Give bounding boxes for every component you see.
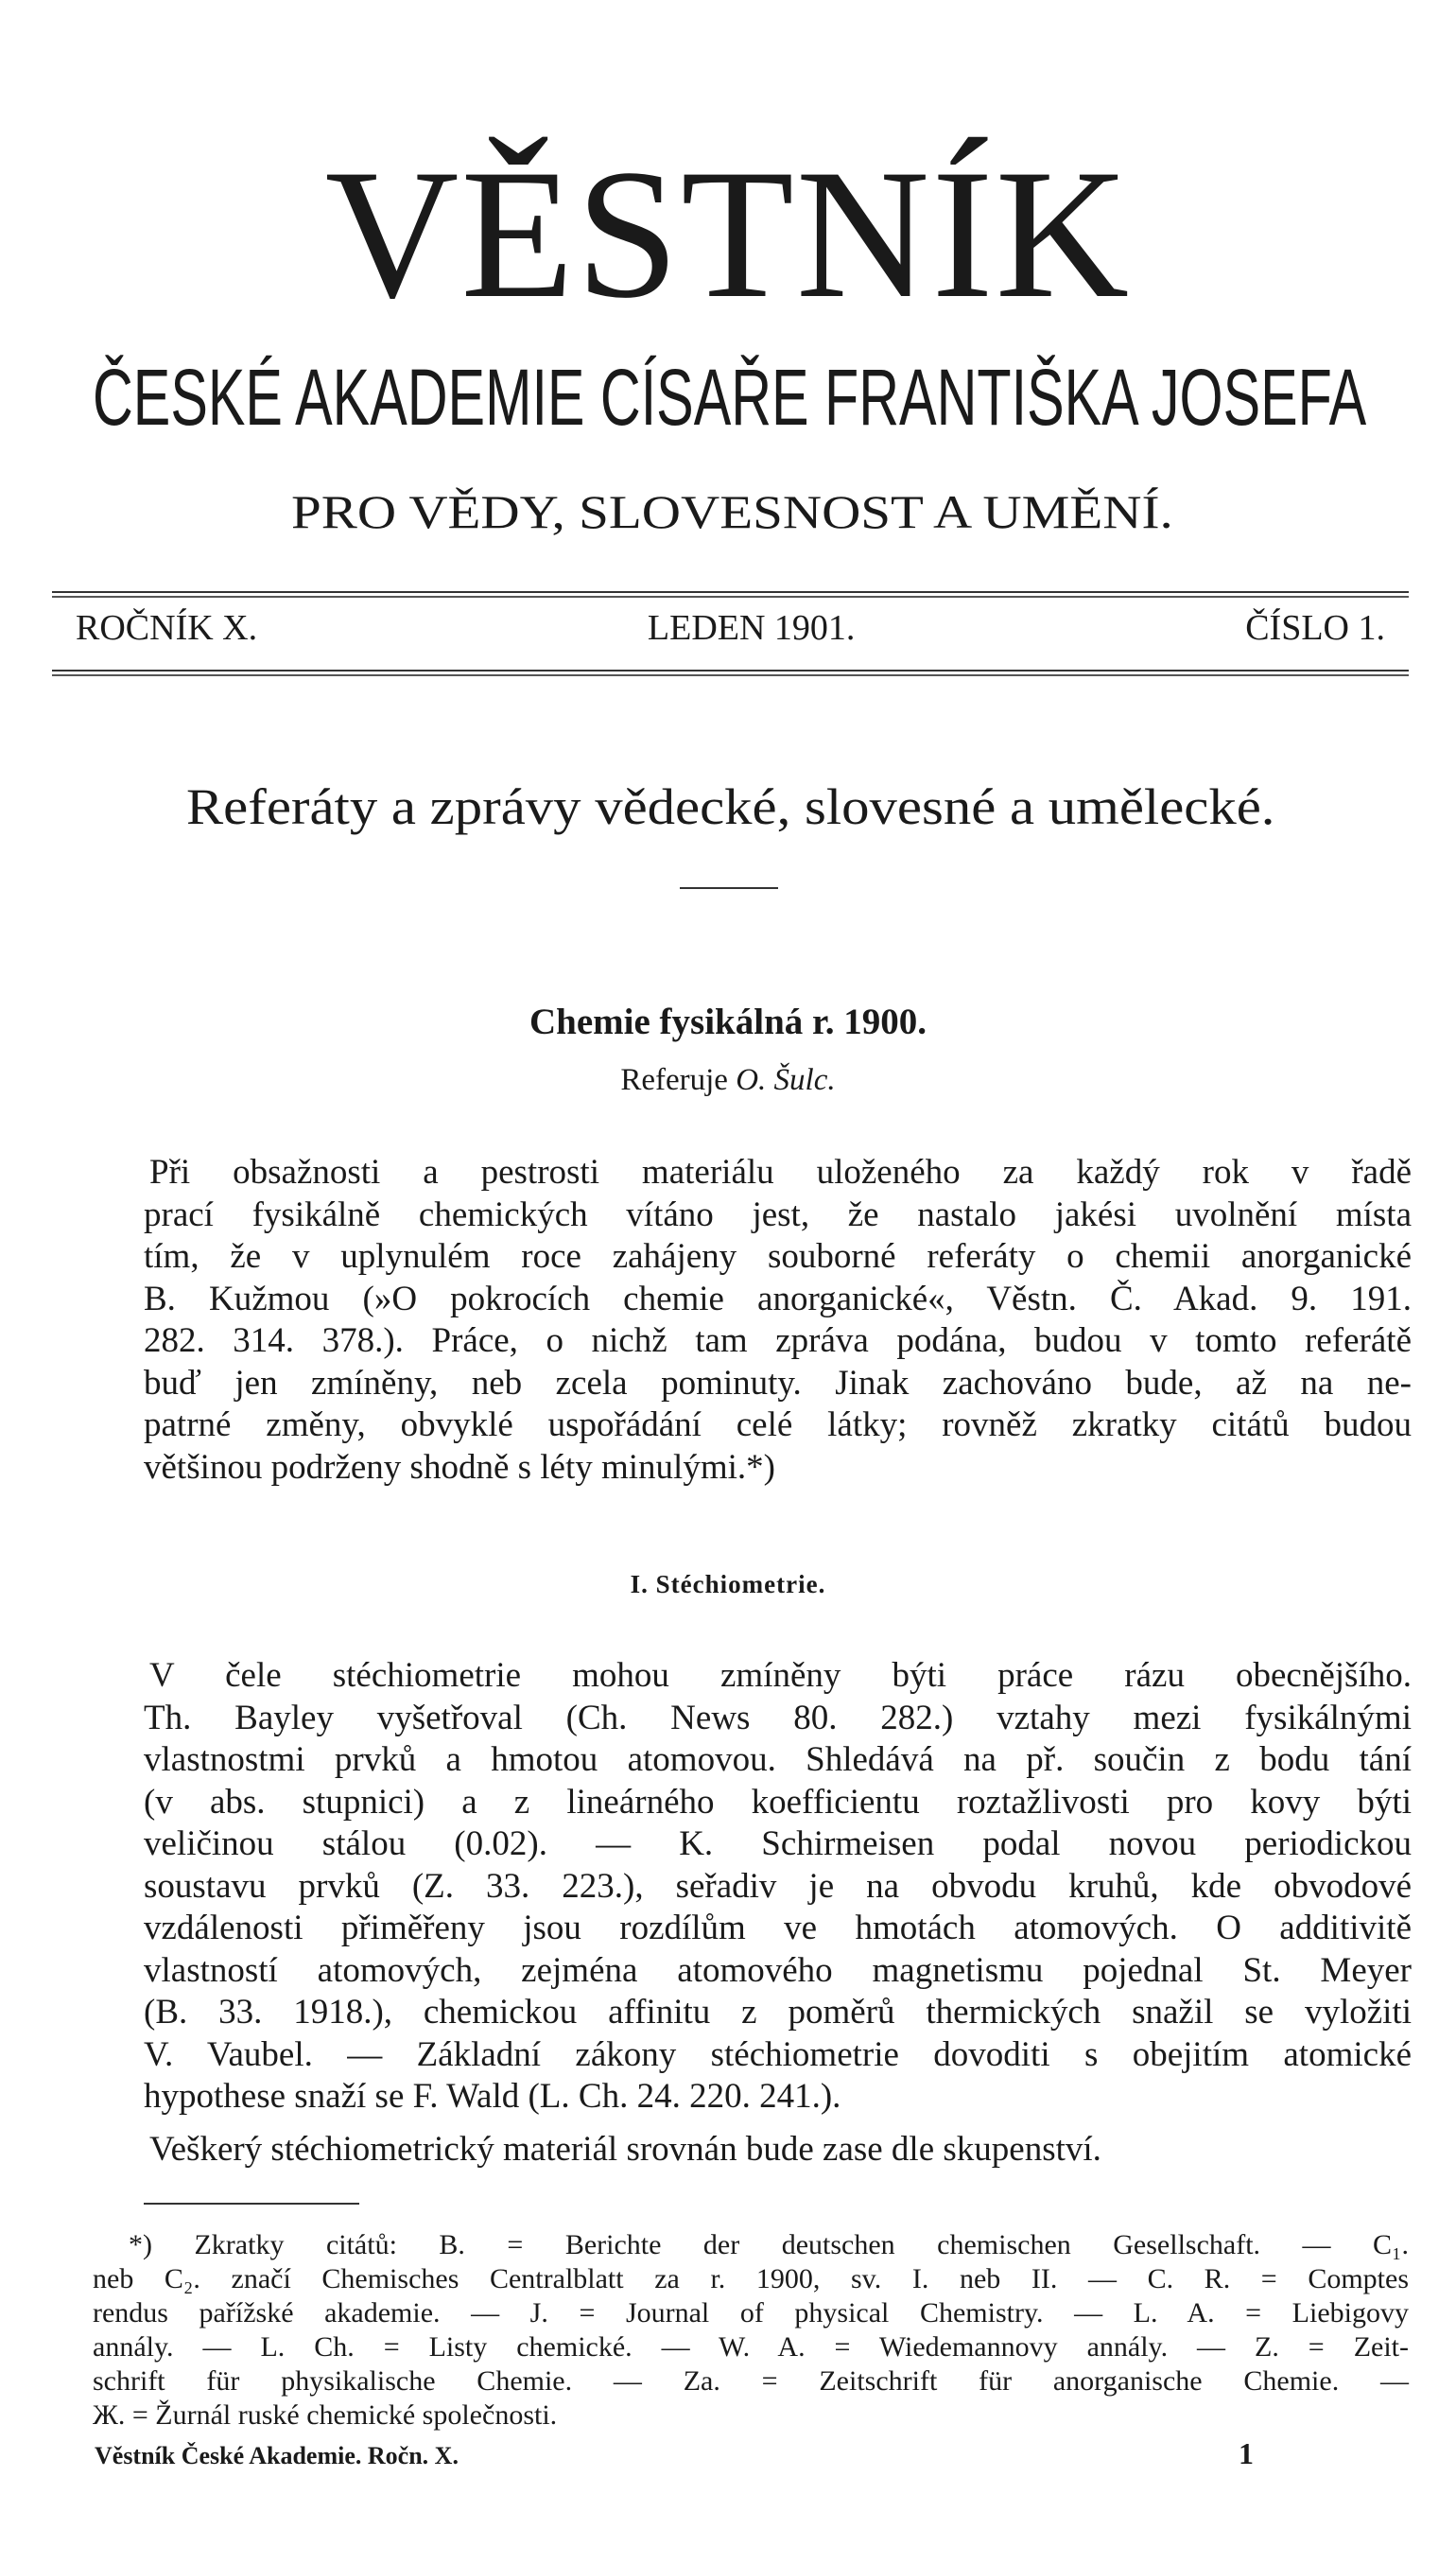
text-line: annály. — L. Ch. = Listy chemické. — W. A. = Wiedemannovy annály. — Z. = Zeit- xyxy=(93,2331,1409,2363)
text-line: neb C₂. značí Chemisches Centralblatt za r. 1900, sv. I. neb II. — C. R. = Comptes xyxy=(93,2263,1409,2294)
masthead-rule-top xyxy=(52,591,1409,598)
byline-author: O. Šulc. xyxy=(736,1063,836,1097)
date-label: LEDEN 1901. xyxy=(647,608,856,648)
footnote-rule xyxy=(144,2203,359,2205)
masthead xyxy=(76,610,1385,646)
text-line: B. Kužmou (»O pokrocích chemie anorganické«, Věstn. Č. Akad. 9. 191. xyxy=(144,1279,1412,1318)
text-line: vlastností atomových, zejména atomového magnetismu pojednal St. Meyer xyxy=(144,1950,1412,1990)
page-number: 1 xyxy=(1239,2436,1254,2470)
text-line: vzdálenosti přiměřeny jsou rozdílům ve hmotách atomových. O additivitě xyxy=(144,1909,1412,1947)
text-line: buď jen zmíněny, neb zcela pominuty. Jinak zachováno bude, až na ne- xyxy=(144,1363,1412,1403)
text-line: schrift für physikalische Chemie. — Za. = Zeitschrift für anorganische Chemie. — xyxy=(93,2365,1409,2397)
journal-subtitle: ČESKÉ AKADEMIE CÍSAŘE FRANTIŠKA JOSEFA xyxy=(93,353,1367,442)
paragraph-stechiometry xyxy=(144,1655,1412,2119)
text-line: (v abs. stupnici) a z lineárného koefficientu roztažlivosti pro kovy býti xyxy=(144,1782,1412,1822)
byline-prefix: Referuje xyxy=(620,1063,737,1097)
text-line: tím, že v uplynulém roce zahájeny souborné referáty o chemii anorganické xyxy=(144,1237,1412,1276)
text-line: Při obsažnosti a pestrosti materiálu uloženého za každý rok v řadě xyxy=(149,1153,1412,1192)
text-line: hypothese snaží se F. Wald (L. Ch. 24. 220. 241.). xyxy=(144,2077,841,2116)
paragraph-intro xyxy=(144,1152,1412,1489)
journal-title-text: VĚSTNÍK xyxy=(324,131,1132,337)
volume-label: ROČNÍK X. xyxy=(76,608,258,648)
text-line: Ж. = Žurnál ruské chemické společnosti. xyxy=(93,2399,558,2431)
text-line: (B. 33. 1918.), chemickou affinitu z poměrů thermických snažil se vyložiti xyxy=(144,1993,1412,2032)
section-heading: Referáty a zprávy vědecké, slovesné a umělecké. xyxy=(186,778,1275,835)
text-line: patrné změny, obvyklé uspořádání celé látky; rovněž zkratky citátů budou xyxy=(144,1405,1412,1444)
divider xyxy=(680,887,778,889)
article-byline xyxy=(0,1063,1456,1098)
masthead-rule-bottom xyxy=(52,670,1409,676)
text-line: veličinou stálou (0.02). — K. Schirmeisen podal novou periodickou xyxy=(144,1824,1412,1863)
subsection-heading: I. Stéchiometrie. xyxy=(630,1570,826,1598)
text-line: *) Zkratky citátů: B. = Berichte der deutschen chemischen Gesellschaft. — C₁. xyxy=(129,2229,1409,2260)
text-line: V. Vaubel. — Základní zákony stéchiometrie dovoditi s obejitím atomické xyxy=(144,2034,1412,2074)
text-line: rendus pařížské akademie. — J. = Journal of physical Chemistry. — L. A. = Liebigovy xyxy=(93,2297,1409,2329)
text-line: V čele stéchiometrie mohou zmíněny býti práce rázu obecnějšího. xyxy=(149,1656,1412,1695)
text-line: Veškerý stéchiometrický materiál srovnán bude zase dle skupenství. xyxy=(149,2130,1101,2169)
text-line: Th. Bayley vyšetřoval (Ch. News 80. 282.) vztahy mezi fysikálnými xyxy=(144,1698,1412,1737)
article-title: Chemie fysikálná r. 1900. xyxy=(529,1002,927,1042)
text-line: soustavu prvků (Z. 33. 223.), seřadiv je na obvodu kruhů, kde obvodové xyxy=(144,1866,1412,1906)
text-line: vlastnostmi prvků a hmotou atomovou. Shledává na př. součin z bodu tání xyxy=(144,1740,1412,1779)
paragraph-closing xyxy=(144,2129,1412,2172)
footnote xyxy=(93,2228,1409,2433)
text-line: většinou podrženy shodně s léty minulými.*) xyxy=(144,1447,775,1487)
text-line: prací fysikálně chemických vítáno jest, že nastalo jakési uvolnění místa xyxy=(144,1195,1412,1234)
running-footer: Věstník České Akademie. Ročn. X. xyxy=(95,2442,459,2469)
journal-title xyxy=(0,131,1456,337)
journal-subtitle-2: PRO VĚDY, SLOVESNOST A UMĚNÍ. xyxy=(291,485,1173,538)
text-line: 282. 314. 378.). Práce, o nichž tam zpráva podána, budou v tomto referátě xyxy=(144,1321,1412,1360)
issue-label: ČÍSLO 1. xyxy=(1245,608,1385,648)
